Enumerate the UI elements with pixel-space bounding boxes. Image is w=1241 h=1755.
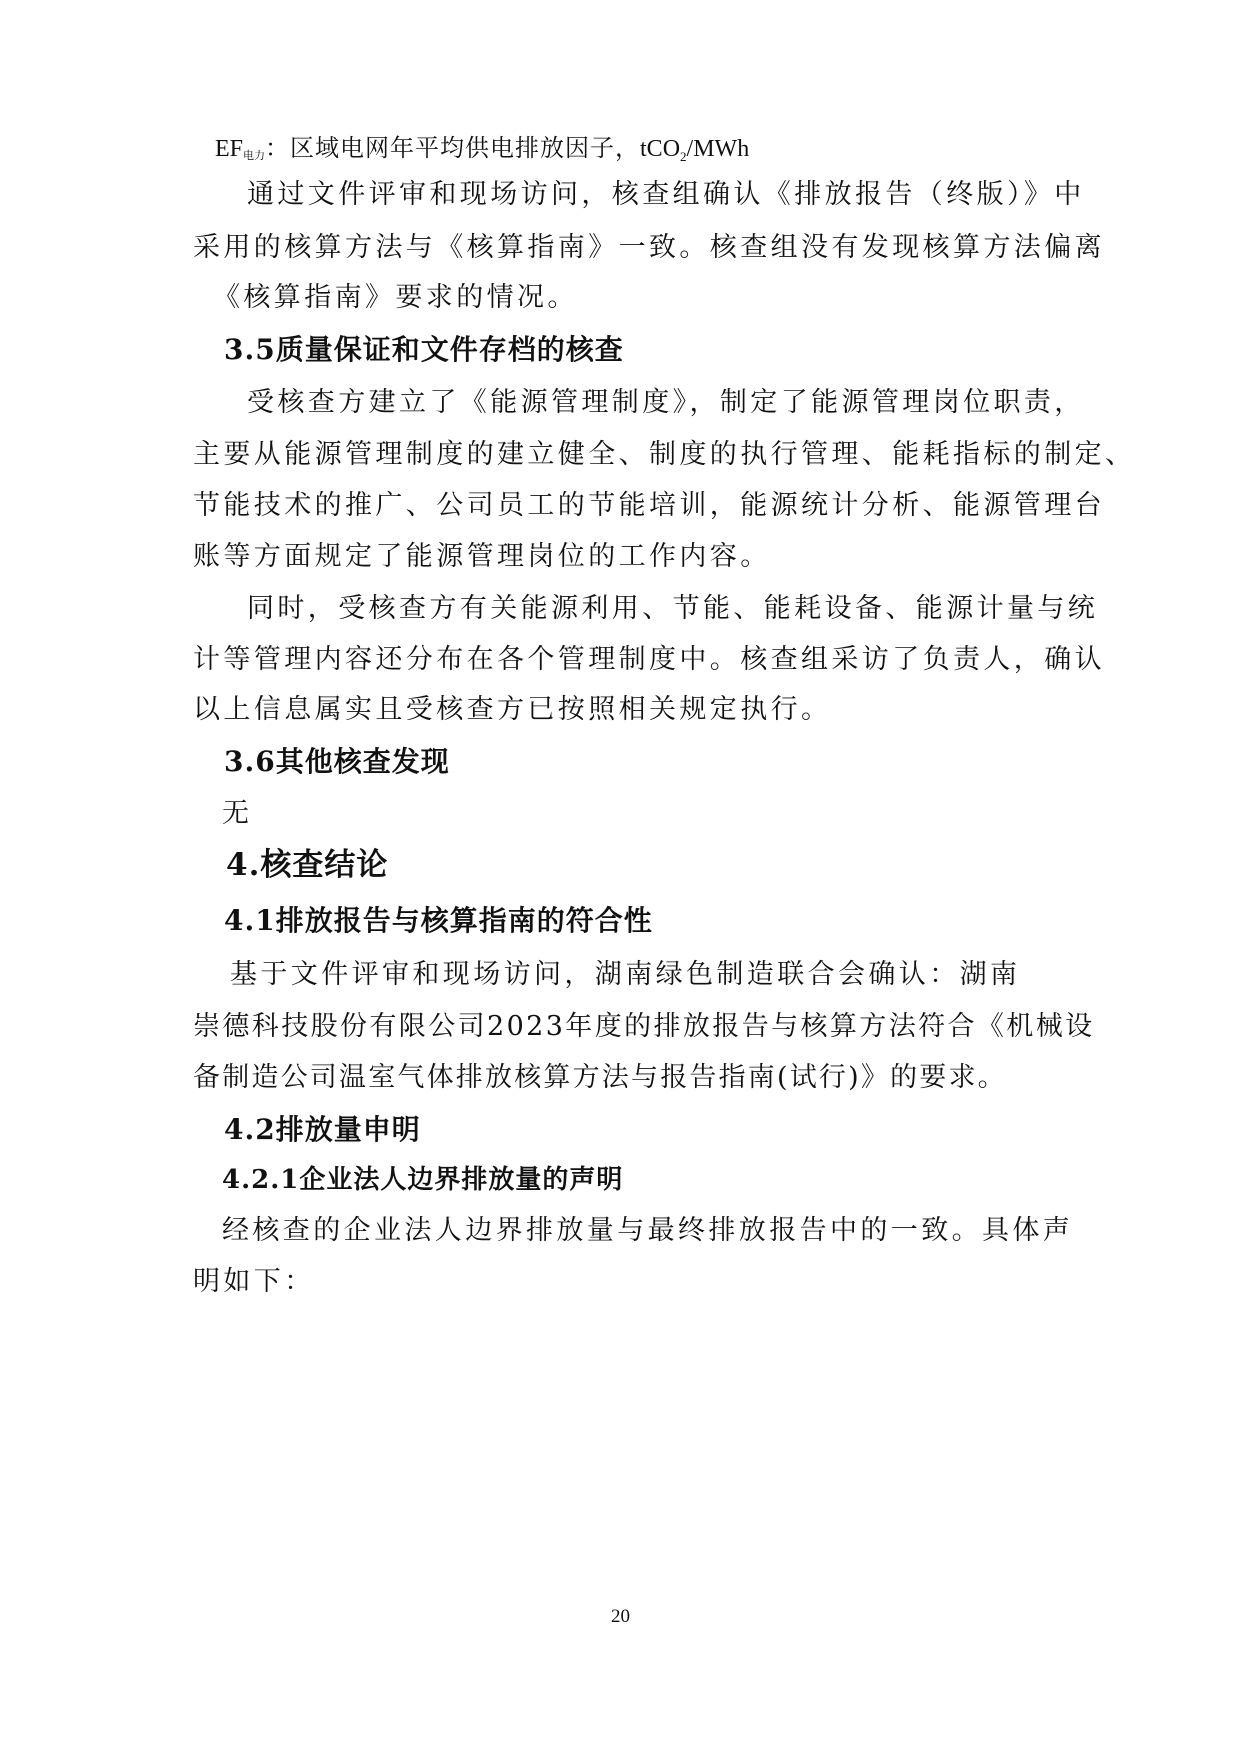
para-qa2-line-3: 以上信息属实且受核查方已按照相关规定执行。 bbox=[193, 694, 832, 725]
para-conform-line-1: 基于文件评审和现场访问，湖南绿色制造联合会确认：湖南 bbox=[230, 959, 1021, 990]
heading-4-2: 4.2排放量申明 bbox=[224, 1113, 421, 1146]
ef-symbol: EF bbox=[215, 136, 244, 162]
page-number: 20 bbox=[611, 1606, 630, 1627]
ef-subscript: 电力 bbox=[243, 149, 266, 162]
para-qa2-line-2: 计等管理内容还分布在各个管理制度中。核查组采访了负责人，确认 bbox=[193, 644, 1105, 675]
para-declare-line-1: 经核查的企业法人边界排放量与最终排放报告中的一致。具体声 bbox=[222, 1215, 1074, 1246]
heading-4-2-1: 4.2.1企业法人边界排放量的声明 bbox=[222, 1165, 624, 1195]
para-none: 无 bbox=[222, 798, 253, 829]
para-conform-line-3: 备制造公司温室气体排放核算方法与报告指南(试行)》的要求。 bbox=[193, 1062, 1007, 1093]
para-qa1-line-1: 受核查方建立了《能源管理制度》，制定了能源管理岗位职责， bbox=[247, 387, 1085, 418]
para-method-line-2: 采用的核算方法与《核算指南》一致。核查组没有发现核算方法偏离 bbox=[193, 232, 1105, 263]
ef-unit-subscript: 2 bbox=[680, 149, 687, 164]
heading-3-6: 3.6其他核查发现 bbox=[224, 745, 450, 778]
heading-4: 4.核查结论 bbox=[226, 847, 389, 883]
heading-4-1: 4.1排放报告与核算指南的符合性 bbox=[224, 904, 653, 937]
ef-definition-line bbox=[215, 128, 1075, 173]
ef-description: ：区域电网年平均供电排放因子， bbox=[265, 134, 641, 162]
para-conform-line-2: 崇德科技股份有限公司2023年度的排放报告与核算方法符合《机械设 bbox=[193, 1011, 1095, 1042]
heading-3-5: 3.5质量保证和文件存档的核查 bbox=[224, 333, 624, 366]
para-declare-line-2: 明如下： bbox=[193, 1266, 315, 1297]
para-method-line-1: 通过文件评审和现场访问，核查组确认《排放报告（终版）》中 bbox=[247, 179, 1085, 210]
para-qa1-line-3: 节能技术的推广、公司员工的节能培训，能源统计分析、能源管理台 bbox=[193, 490, 1105, 521]
para-qa2-line-1: 同时，受核查方有关能源利用、节能、能耗设备、能源计量与统 bbox=[247, 593, 1099, 624]
para-qa1-line-2: 主要从能源管理制度的建立健全、制度的执行管理、能耗指标的制定、 bbox=[193, 439, 1136, 470]
ef-unit-prefix: tCO bbox=[640, 136, 681, 162]
para-qa1-line-4: 账等方面规定了能源管理岗位的工作内容。 bbox=[193, 541, 771, 572]
para-method-line-3: 《核算指南》要求的情况。 bbox=[213, 282, 578, 313]
ef-unit-suffix: /MWh bbox=[686, 136, 750, 162]
